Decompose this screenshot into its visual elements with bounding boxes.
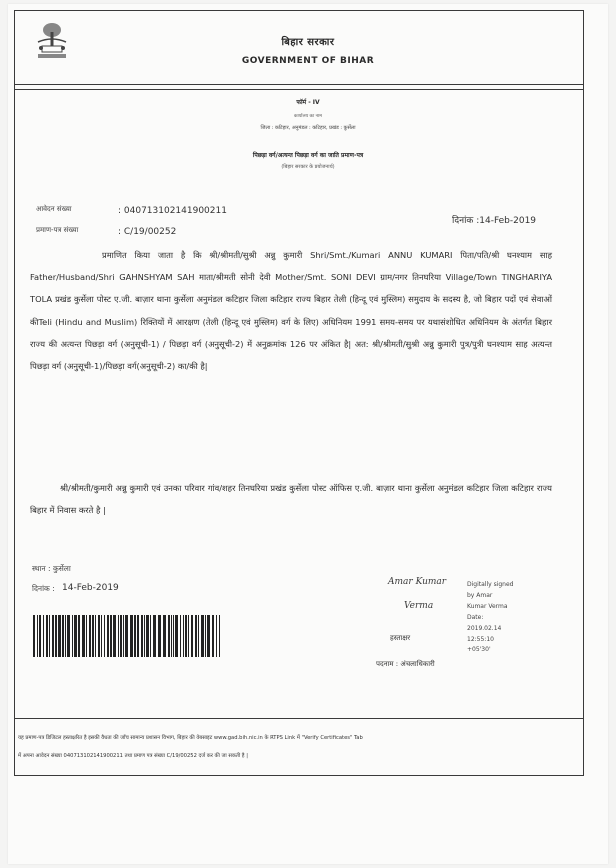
header-title-english: GOVERNMENT OF BIHAR	[241, 56, 375, 66]
handwritten-signature-line-2: Verma	[404, 601, 434, 611]
date-label: दिनांक :	[32, 584, 55, 593]
footer-line-2: में अपना आवेदन संख्या 040713102141900211 तथा प्रमाण पत्र संख्या C/19/00252 दर्ज कर की जा सकती है |	[18, 753, 248, 759]
certificate-no-label: प्रमाण-पत्र संख्या	[36, 226, 79, 234]
digital-signature-block	[467, 580, 527, 656]
district-line: जिला : कटिहार, अनुमंडल : कटिहार, प्रखंड : कुर्सेला	[260, 125, 356, 131]
barcode-icon	[33, 615, 223, 657]
designation: पदनाम : अंचलाधिकारी	[376, 660, 435, 668]
place-label: स्थान : कुर्सेला	[32, 564, 71, 573]
digital-signature-line: Digitally signed	[467, 581, 514, 588]
form-number: फॉर्म - IV	[296, 99, 320, 106]
handwritten-signature-line-1: Amar Kumar	[388, 577, 447, 587]
digital-signature-line: by Amar	[467, 591, 493, 599]
digital-signature-line: Kumar Verma	[467, 602, 508, 610]
certificate-subtitle: (बिहार सरकार के प्रयोजनार्थ)	[281, 164, 335, 170]
footer-line-1: यह प्रमाण-पत्र डिजिटल हस्ताक्षरित है इसकी वैधता की जाँच सामान्य प्रशासन विभाग, बिहार की वेबसाइट www.gad.bih.nic.in के RTPS Link में "Verify Certificates" Tab	[18, 735, 363, 741]
footer-divider	[14, 718, 583, 719]
date-value: 14-Feb-2019	[62, 583, 119, 593]
certificate-body-paragraph-1: प्रमाणित किया जाता है कि श्री/श्रीमती/सुश्री अन्नु कुमारी Shri/Smt./Kumari ANNU KUMARI पिता/पति/श्री घनश्याम साह Father/Husband/Shri GAHNSHYAM SAH माता/श्रीमती सोनी देवी Mother/Smt. SONI DEVI ग्राम/नगर तिनघरिया Village/Town TINGHARIYA TOLA प्रखंड कुर्सेला पोस्ट ए.जी. बाज़ार थाना कुर्सेला अनुमंडल कटिहार जिला कटिहार राज्य बिहार तेली (हिन्दू एवं मुस्लिम) समुदाय के सदस्य है, जो बिहार पदों एवं सेवाओं कीTeli (Hindu and Muslim) रिक्तियों में आरक्षण (तेली (हिन्दू एवं मुस्लिम) वर्ग के लिए) अधिनियम 1991 समय-समय पर यथासंशोधित अधिनियम के अंतर्गत बिहार राज्य की अत्यन्त पिछड़ा वर्ग (अनुसूची-1) / पिछड़ा वर्ग (अनुसूची-2) में अनुक्रमांक 126 पर अंकित है| अत: श्री/श्रीमती/सुश्री अन्नु कुमारी पुत्र/पुत्री घनश्याम साह अत्यन्त पिछड़ा वर्ग (अनुसूची-1)/पिछड़ा वर्ग(अनुसूची-2) का/की है|	[30, 250, 552, 372]
header-title-hindi: बिहार सरकार	[281, 37, 335, 48]
office-name: कार्यालय का नाम	[294, 114, 322, 119]
application-no-label: आवेदन संख्या	[36, 205, 72, 213]
issue-date-top: दिनांक :14-Feb-2019	[452, 216, 537, 226]
application-no-value: : 040713102141900211	[118, 206, 227, 216]
certificate-body-paragraph-2: श्री/श्रीमती/कुमारी अन्नु कुमारी एवं उनका परिवार गांव/शहर तिनघरिया प्रखंड कुर्सेला पोस्ट ऑफिस ए.जी. बाज़ार थाना कुर्सेला अनुमंडल कटिहार जिला कटिहार राज्य बिहार में निवास करते है |	[30, 483, 552, 516]
digital-signature-line: +05'30'	[467, 646, 491, 654]
certificate-no-value: : C/19/00252	[118, 227, 177, 237]
digital-signature-line: Date:	[467, 613, 484, 621]
header-divider	[14, 84, 583, 85]
certificate-title: पिछड़ा वर्ग/अत्यन्त पिछड़ा वर्ग का जाति प्रमाण-पत्र	[252, 152, 364, 159]
digital-signature-line: 2019.02.14	[467, 624, 502, 632]
digital-signature-line: 12:55:10	[467, 635, 494, 643]
signature-label: हस्ताक्षर	[390, 634, 411, 642]
header-divider-2	[14, 89, 583, 90]
